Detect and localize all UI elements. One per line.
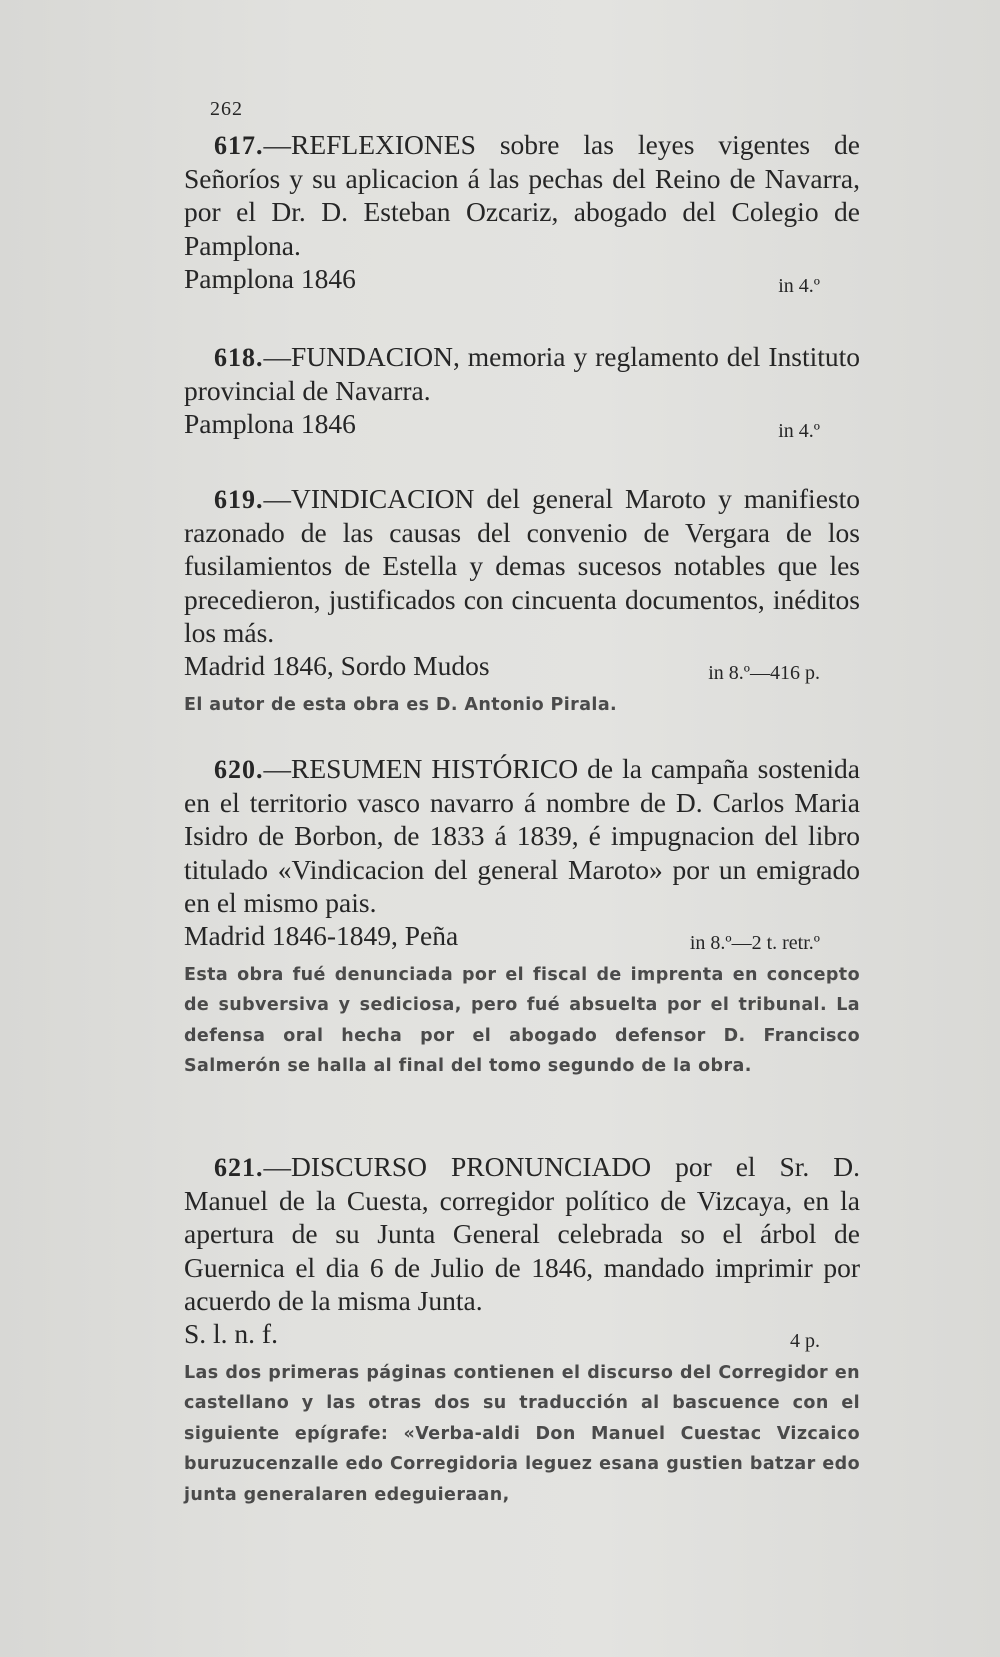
imprint-place: Pamplona 1846 — [184, 408, 356, 440]
entry-618 — [184, 340, 860, 448]
entry-description: —FUNDACION, memoria y reglamento del Instituto provincial de Navarra. — [184, 341, 860, 407]
entry-621 — [184, 1150, 860, 1510]
entry-description: —VINDICACION del general Maroto y manifiesto razonado de las causas del convenio de Vergara de los fusilamientos de Estella y demas sucesos notables que les precedieron, justificados con cincuenta documentos, inéditos los más. — [184, 483, 860, 648]
entry-imprint — [184, 649, 860, 690]
entry-number: 618. — [214, 343, 264, 372]
entry-620 — [184, 752, 860, 1082]
entry-description: —REFLEXIONES sobre las leyes vigentes de Señoríos y su aplicacion á las pechas del Reino de Navarra, por el Dr. D. Esteban Ozcariz, abogado del Colegio de Pamplona. — [184, 129, 860, 261]
entry-number: 620. — [214, 755, 264, 784]
entry-imprint — [184, 1317, 860, 1358]
entry-619 — [184, 482, 860, 720]
page-number: 262 — [210, 98, 243, 120]
entry-text — [184, 1150, 860, 1317]
imprint-format: in 8.º—2 t. retr.º — [689, 932, 820, 955]
entry-617 — [184, 128, 860, 303]
entry-note: Esta obra fué denunciada por el fiscal de imprenta en concepto de subversiva y sediciosa, pero fué absuelta por el tribunal. La defensa oral hecha por el abogado defensor D. Francisco Salmerón se halla al final del tomo segundo de la obra. — [184, 965, 860, 1077]
imprint-format: in 8.º—416 p. — [708, 662, 820, 685]
entry-text — [184, 128, 860, 262]
entry-text — [184, 482, 860, 649]
entry-note: Las dos primeras páginas contienen el discurso del Corregidor en castellano y las otras dos su traducción al bascuence con el siguiente epígrafe: «Verba-aldi Don Manuel Cuestac Vizcaico buruzucenzalle edo Corregidoria leguez esana gustien batzar edo junta generalaren edeguieraan, — [184, 1363, 860, 1505]
entry-imprint — [184, 407, 860, 448]
entry-imprint — [184, 262, 860, 303]
entry-number: 617. — [214, 131, 264, 160]
imprint-place: S. l. n. f. — [184, 1318, 278, 1350]
imprint-format: 4 p. — [790, 1330, 820, 1353]
imprint-place: Madrid 1846, Sordo Mudos — [184, 650, 490, 682]
entry-number: 619. — [214, 485, 264, 514]
imprint-place: Pamplona 1846 — [184, 262, 356, 294]
entry-text — [184, 340, 860, 407]
imprint-format: in 4.º — [778, 274, 820, 297]
entry-description: —DISCURSO PRONUNCIADO por el Sr. D. Manuel de la Cuesta, corregidor político de Vizcaya, en la apertura de su Junta General celebrada so el árbol de Guernica el dia 6 de Julio de 1846, mandado imprimir por acuerdo de la misma Junta. — [184, 1151, 860, 1316]
entry-imprint — [184, 919, 860, 960]
imprint-format: in 4.º — [778, 420, 820, 443]
entry-description: —RESUMEN HISTÓRICO de la campaña sostenida en el territorio vasco navarro á nombre de D. Carlos Maria Isidro de Borbon, de 1833 á 1839, é impugnacion del libro titulado «Vindicacion del general Maroto» por un emigrado en el mismo pais. — [184, 753, 860, 918]
entry-note: El autor de esta obra es D. Antonio Pirala. — [184, 695, 618, 716]
entry-number: 621. — [214, 1153, 264, 1182]
entry-text — [184, 752, 860, 919]
imprint-place: Madrid 1846-1849, Peña — [184, 920, 459, 952]
